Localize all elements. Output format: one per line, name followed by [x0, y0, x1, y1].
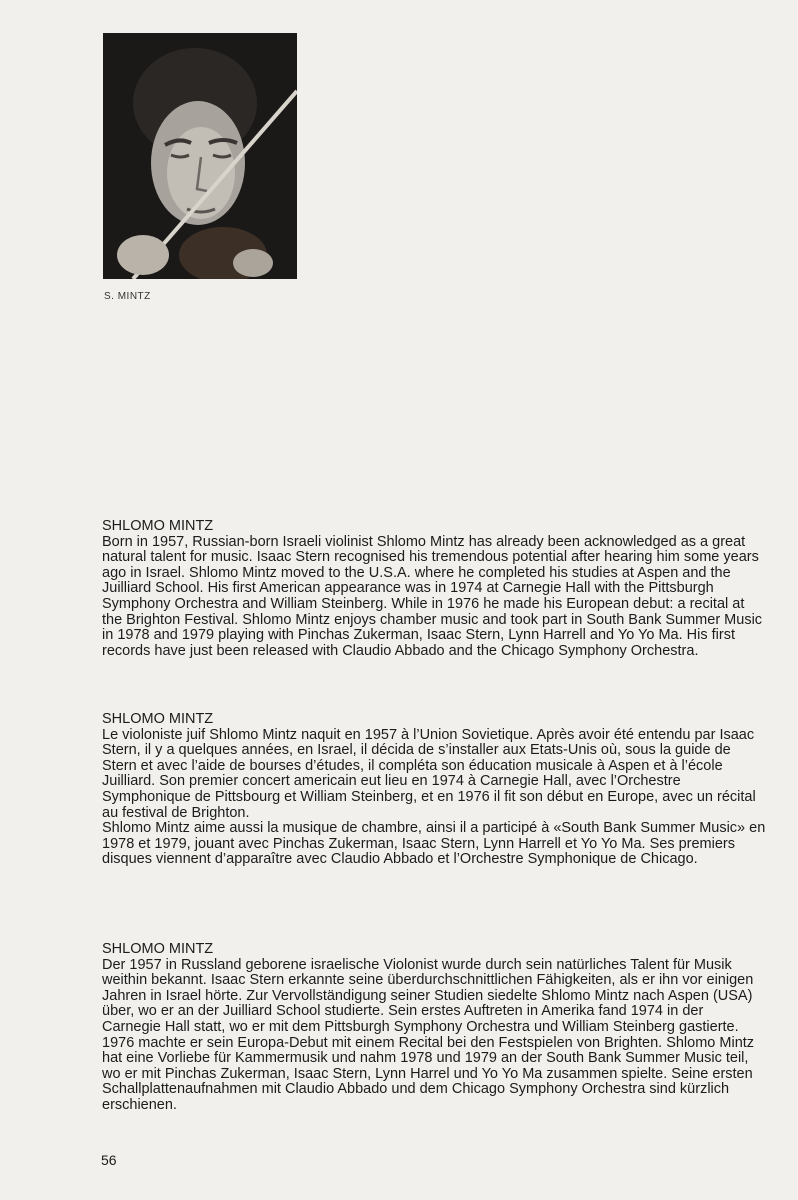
section-body-continued: Shlomo Mintz aime aussi la musique de chambre, ainsi il a participé à «South Bank Summer Music» en 1978 et 1979, jouant avec Pinchas Zukerman, Isaac Stern, Lynn Harrell et Yo Yo Ma. Ses premiers disques viennent d’apparaître avec Claudio Abbado et l’Orchestre Symphonique de Chicago. — [102, 820, 766, 868]
section-body: Le violoniste juif Shlomo Mintz naquit en 1957 à l’Union Sovietique. Après avoir été entendu par Isaac Stern, il y a quelques années, en Israel, il décida de s’installer aux Etats-Unis où, sous la guide de Stern et avec l’aide de bourses d’études, il compléta son éducation musicale à Aspen et à l’école Juilliard. Son premier concert americain eut lieu en 1974 à Carnegie Hall, avec l’Orchestre Symphonique de Pittsbourg et William Steinberg, et en 1976 il fit son début en Europe, avec un récital au festival de Brighton. — [102, 726, 756, 821]
section-heading: SHLOMO MINTZ — [102, 941, 214, 957]
section-heading: SHLOMO MINTZ — [102, 711, 214, 727]
biography-english — [102, 519, 766, 659]
photo-caption: S. MINTZ — [104, 291, 151, 302]
biography-french — [102, 712, 766, 868]
page-number: 56 — [101, 1152, 117, 1168]
section-body: Der 1957 in Russland geborene israelische Violonist wurde durch sein natürliches Talent für Musik weithin bekannt. Isaac Stern erkannte seine überdurchschnittlichen Fähigkeiten, als er ihn vor einigen Jahren in Israel hörte. Zur Vervollständigung seiner Studien siedelte Shlomo Mintz nach Aspen (USA) über, wo er an der Juilliard School studierte. Sein erstes Auftreten in Amerika fand 1974 in der Carnegie Hall statt, wo er mit dem Pittsburgh Symphony Orchestra und William Steinberg gastierte. 1976 machte er sein Europa-Debut mit einem Recital bei den Festspielen von Brighten. Shlomo Mintz hat eine Vorliebe für Kammermusik und nahm 1978 und 1979 an der South Bank Summer Music teil, wo er mit Pinchas Zukerman, Isaac Stern, Lynn Harrel und Yo Yo Ma zusammen spielte. Seine ersten Schallplattenaufnahmen mit Claudio Abbado und dem Chicago Symphony Orchestra sind kürzlich erschienen. — [102, 956, 755, 1113]
portrait-photo — [103, 33, 297, 279]
portrait-illustration — [103, 33, 297, 279]
biography-german — [102, 942, 766, 1114]
section-heading: SHLOMO MINTZ — [102, 518, 214, 534]
section-body: Born in 1957, Russian-born Israeli violinist Shlomo Mintz has already been acknowledged as a great natural talent for music. Isaac Stern recognised his tremendous potential after hearing him some years ago in Israel. Shlomo Mintz moved to the U.S.A. where he completed his studies at Aspen and the Juilliard School. His first American appearance was in 1974 at Carnegie Hall with the Pittsburgh Symphony Orchestra and William Steinberg. While in 1976 he made his European debut: a recital at the Brighton Festival. Shlomo Mintz enjoys chamber music and took part in South Bank Summer Music in 1978 and 1979 playing with Pinchas Zukerman, Isaac Stern, Lynn Harrell and Yo Yo Ma. His first records have just been released with Claudio Abbado and the Chicago Symphony Orchestra. — [102, 533, 763, 659]
